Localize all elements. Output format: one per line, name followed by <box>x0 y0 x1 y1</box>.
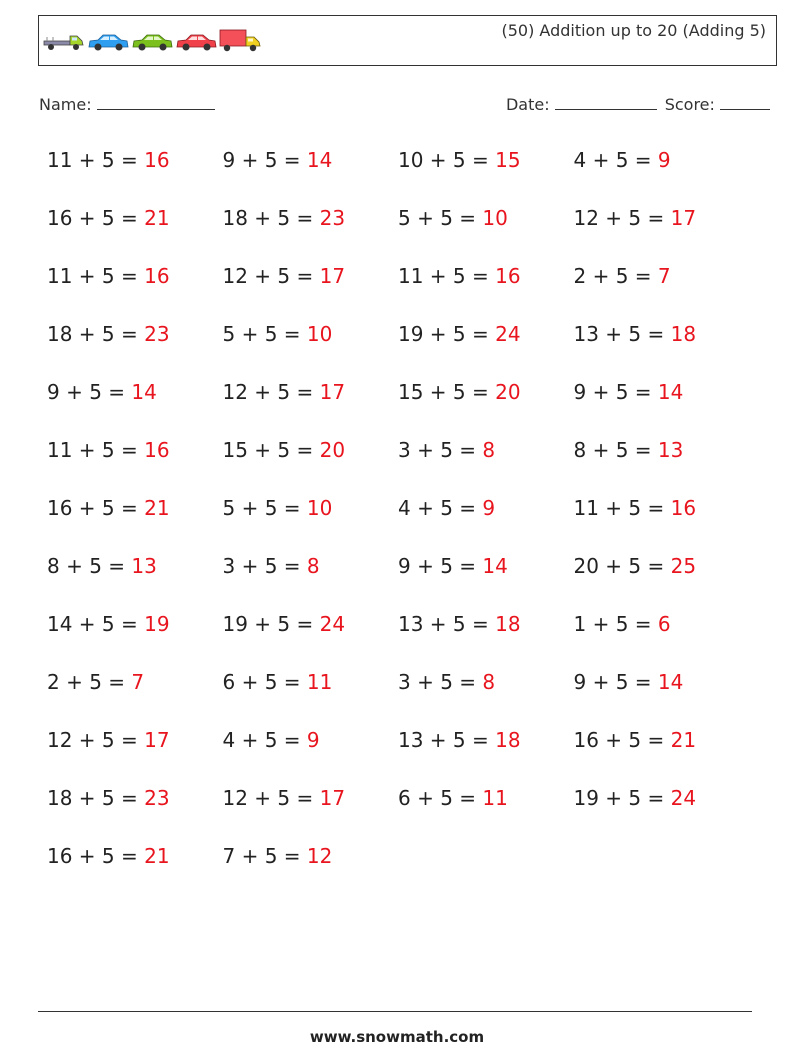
problem-question: 12 + 5 = <box>222 786 314 810</box>
problem-answer: 21 <box>144 844 170 868</box>
problem-answer: 8 <box>306 554 320 578</box>
problem-answer: 21 <box>144 496 170 520</box>
problem-question: 11 + 5 = <box>47 264 138 288</box>
problem-answer: 9 <box>657 148 671 172</box>
problem-question: 12 + 5 = <box>222 264 314 288</box>
problem-question: 6 + 5 = <box>222 670 301 694</box>
problem-question: 19 + 5 = <box>573 786 665 810</box>
problem-question: 9 + 5 = <box>573 380 652 404</box>
problem-answer: 14 <box>306 148 333 172</box>
problem-answer: 19 <box>144 612 170 636</box>
score-field <box>665 93 770 114</box>
problem-item <box>223 552 320 580</box>
problem-item <box>398 668 495 696</box>
problem-question: 14 + 5 = <box>47 612 138 636</box>
date-field <box>506 93 657 114</box>
footer-website: www.snowmath.com <box>309 1028 485 1046</box>
problem-question: 9 + 5 = <box>47 380 126 404</box>
problem-answer: 11 <box>306 670 333 694</box>
problem-question: 9 + 5 = <box>222 148 301 172</box>
score-label: Score: <box>664 95 715 114</box>
problem-question: 20 + 5 = <box>573 554 665 578</box>
problem-item <box>223 320 333 348</box>
problem-answer: 13 <box>131 554 157 578</box>
problem-item <box>223 146 333 174</box>
problem-question: 2 + 5 = <box>573 264 652 288</box>
problem-item <box>47 320 170 348</box>
problem-item <box>47 842 170 870</box>
problem-question: 4 + 5 = <box>573 148 652 172</box>
problem-item <box>47 146 170 174</box>
problem-item <box>574 726 697 754</box>
problem-item <box>223 378 346 406</box>
problem-item <box>47 668 144 696</box>
problem-item <box>223 784 346 812</box>
problem-item <box>223 668 333 696</box>
problem-item <box>47 204 170 232</box>
problem-answer: 25 <box>670 554 697 578</box>
problem-item <box>398 262 521 290</box>
problem-answer: 16 <box>144 148 170 172</box>
problem-answer: 12 <box>306 844 333 868</box>
problem-answer: 13 <box>657 438 684 462</box>
date-label: Date: <box>505 95 550 114</box>
problem-question: 13 + 5 = <box>573 322 665 346</box>
date-score-fields <box>506 93 770 114</box>
problem-item <box>574 204 697 232</box>
problem-question: 3 + 5 = <box>398 438 477 462</box>
problem-question: 1 + 5 = <box>573 612 652 636</box>
problem-item <box>47 610 170 638</box>
problem-question: 7 + 5 = <box>222 844 301 868</box>
problem-question: 8 + 5 = <box>573 438 652 462</box>
problem-question: 11 + 5 = <box>398 264 489 288</box>
problem-item <box>398 610 521 638</box>
problem-answer: 17 <box>670 206 697 230</box>
header-box <box>38 15 777 66</box>
problem-answer: 11 <box>482 786 508 810</box>
problem-item <box>398 784 508 812</box>
problem-answer: 17 <box>319 264 346 288</box>
problem-item <box>398 146 521 174</box>
name-field <box>39 93 215 114</box>
vehicle-icons <box>43 28 263 54</box>
problem-question: 6 + 5 = <box>398 786 477 810</box>
problem-item <box>398 494 495 522</box>
problem-item <box>574 378 684 406</box>
problem-answer: 24 <box>670 786 697 810</box>
problem-item <box>223 726 320 754</box>
problem-answer: 14 <box>482 554 508 578</box>
problem-item <box>574 610 671 638</box>
problem-question: 10 + 5 = <box>398 148 489 172</box>
flatbed-truck-icon <box>43 28 85 54</box>
problem-question: 11 + 5 = <box>573 496 665 520</box>
problem-question: 18 + 5 = <box>47 786 138 810</box>
problem-item <box>398 320 521 348</box>
problem-answer: 14 <box>131 380 157 404</box>
problem-question: 11 + 5 = <box>47 148 138 172</box>
problem-item <box>574 494 697 522</box>
problem-question: 8 + 5 = <box>47 554 126 578</box>
problem-item <box>223 262 346 290</box>
problem-item <box>398 378 521 406</box>
problem-item <box>223 436 346 464</box>
problem-item <box>574 668 684 696</box>
problem-item <box>574 784 697 812</box>
problem-answer: 6 <box>657 612 671 636</box>
problem-answer: 10 <box>482 206 508 230</box>
problem-question: 15 + 5 = <box>222 438 314 462</box>
problem-question: 12 + 5 = <box>222 380 314 404</box>
problem-answer: 7 <box>131 670 145 694</box>
name-label: Name: <box>39 95 92 114</box>
problem-question: 3 + 5 = <box>398 670 477 694</box>
problem-answer: 21 <box>144 206 170 230</box>
problem-answer: 18 <box>670 322 697 346</box>
problem-answer: 17 <box>319 786 346 810</box>
footer-divider <box>38 1011 752 1012</box>
problem-answer: 20 <box>495 380 521 404</box>
problem-answer: 23 <box>144 786 170 810</box>
problem-question: 5 + 5 = <box>222 322 301 346</box>
problem-item <box>47 552 157 580</box>
problem-item <box>47 726 170 754</box>
problem-answer: 20 <box>319 438 346 462</box>
problem-answer: 24 <box>319 612 346 636</box>
problem-answer: 8 <box>482 438 496 462</box>
problem-item <box>398 552 508 580</box>
problem-question: 5 + 5 = <box>222 496 301 520</box>
problem-answer: 18 <box>495 728 521 752</box>
problem-question: 4 + 5 = <box>222 728 301 752</box>
problem-question: 15 + 5 = <box>398 380 489 404</box>
name-blank <box>97 93 215 110</box>
problem-question: 16 + 5 = <box>47 844 138 868</box>
problem-question: 5 + 5 = <box>398 206 477 230</box>
problem-question: 18 + 5 = <box>222 206 314 230</box>
problem-answer: 9 <box>482 496 496 520</box>
problem-question: 12 + 5 = <box>47 728 138 752</box>
problem-answer: 14 <box>657 670 684 694</box>
red-car-icon <box>175 28 217 54</box>
problem-item <box>398 204 508 232</box>
problem-answer: 23 <box>144 322 170 346</box>
problem-answer: 14 <box>657 380 684 404</box>
problem-question: 13 + 5 = <box>398 728 489 752</box>
problem-question: 19 + 5 = <box>222 612 314 636</box>
problem-answer: 7 <box>657 264 671 288</box>
problem-question: 16 + 5 = <box>47 496 138 520</box>
problem-item <box>574 262 671 290</box>
box-truck-icon <box>219 28 263 54</box>
problem-answer: 21 <box>670 728 697 752</box>
problem-item <box>223 494 333 522</box>
problem-question: 11 + 5 = <box>47 438 138 462</box>
problem-answer: 16 <box>144 438 170 462</box>
problem-item <box>574 320 697 348</box>
problem-question: 16 + 5 = <box>573 728 665 752</box>
problem-item <box>398 726 521 754</box>
problem-question: 4 + 5 = <box>398 496 477 520</box>
problem-answer: 16 <box>144 264 170 288</box>
problem-question: 19 + 5 = <box>398 322 489 346</box>
problem-answer: 16 <box>495 264 521 288</box>
problem-item <box>398 436 495 464</box>
blue-car-icon <box>87 28 129 54</box>
problem-answer: 17 <box>144 728 170 752</box>
problem-item <box>223 204 346 232</box>
problem-answer: 10 <box>306 496 333 520</box>
problem-answer: 24 <box>495 322 521 346</box>
problem-question: 16 + 5 = <box>47 206 138 230</box>
date-blank <box>555 93 657 110</box>
problem-answer: 16 <box>670 496 697 520</box>
problem-question: 13 + 5 = <box>398 612 489 636</box>
problem-question: 9 + 5 = <box>573 670 652 694</box>
problem-answer: 8 <box>482 670 496 694</box>
problem-question: 18 + 5 = <box>47 322 138 346</box>
problem-answer: 10 <box>306 322 333 346</box>
problem-item <box>47 262 170 290</box>
problem-question: 12 + 5 = <box>573 206 665 230</box>
problem-item <box>223 842 333 870</box>
problem-answer: 15 <box>495 148 521 172</box>
problem-question: 3 + 5 = <box>222 554 301 578</box>
problem-item <box>47 494 170 522</box>
problem-answer: 9 <box>306 728 320 752</box>
problem-item <box>223 610 346 638</box>
problem-item <box>574 552 697 580</box>
problem-answer: 17 <box>319 380 346 404</box>
green-car-icon <box>131 28 173 54</box>
problem-item <box>574 436 684 464</box>
worksheet-title: (50) Addition up to 20 (Adding 5) <box>501 21 766 40</box>
problem-question: 2 + 5 = <box>47 670 126 694</box>
problem-item <box>47 436 170 464</box>
score-blank <box>720 93 770 110</box>
problem-answer: 23 <box>319 206 346 230</box>
problem-item <box>47 378 157 406</box>
problem-item <box>47 784 170 812</box>
problem-answer: 18 <box>495 612 521 636</box>
problem-item <box>574 146 671 174</box>
problem-question: 9 + 5 = <box>398 554 477 578</box>
